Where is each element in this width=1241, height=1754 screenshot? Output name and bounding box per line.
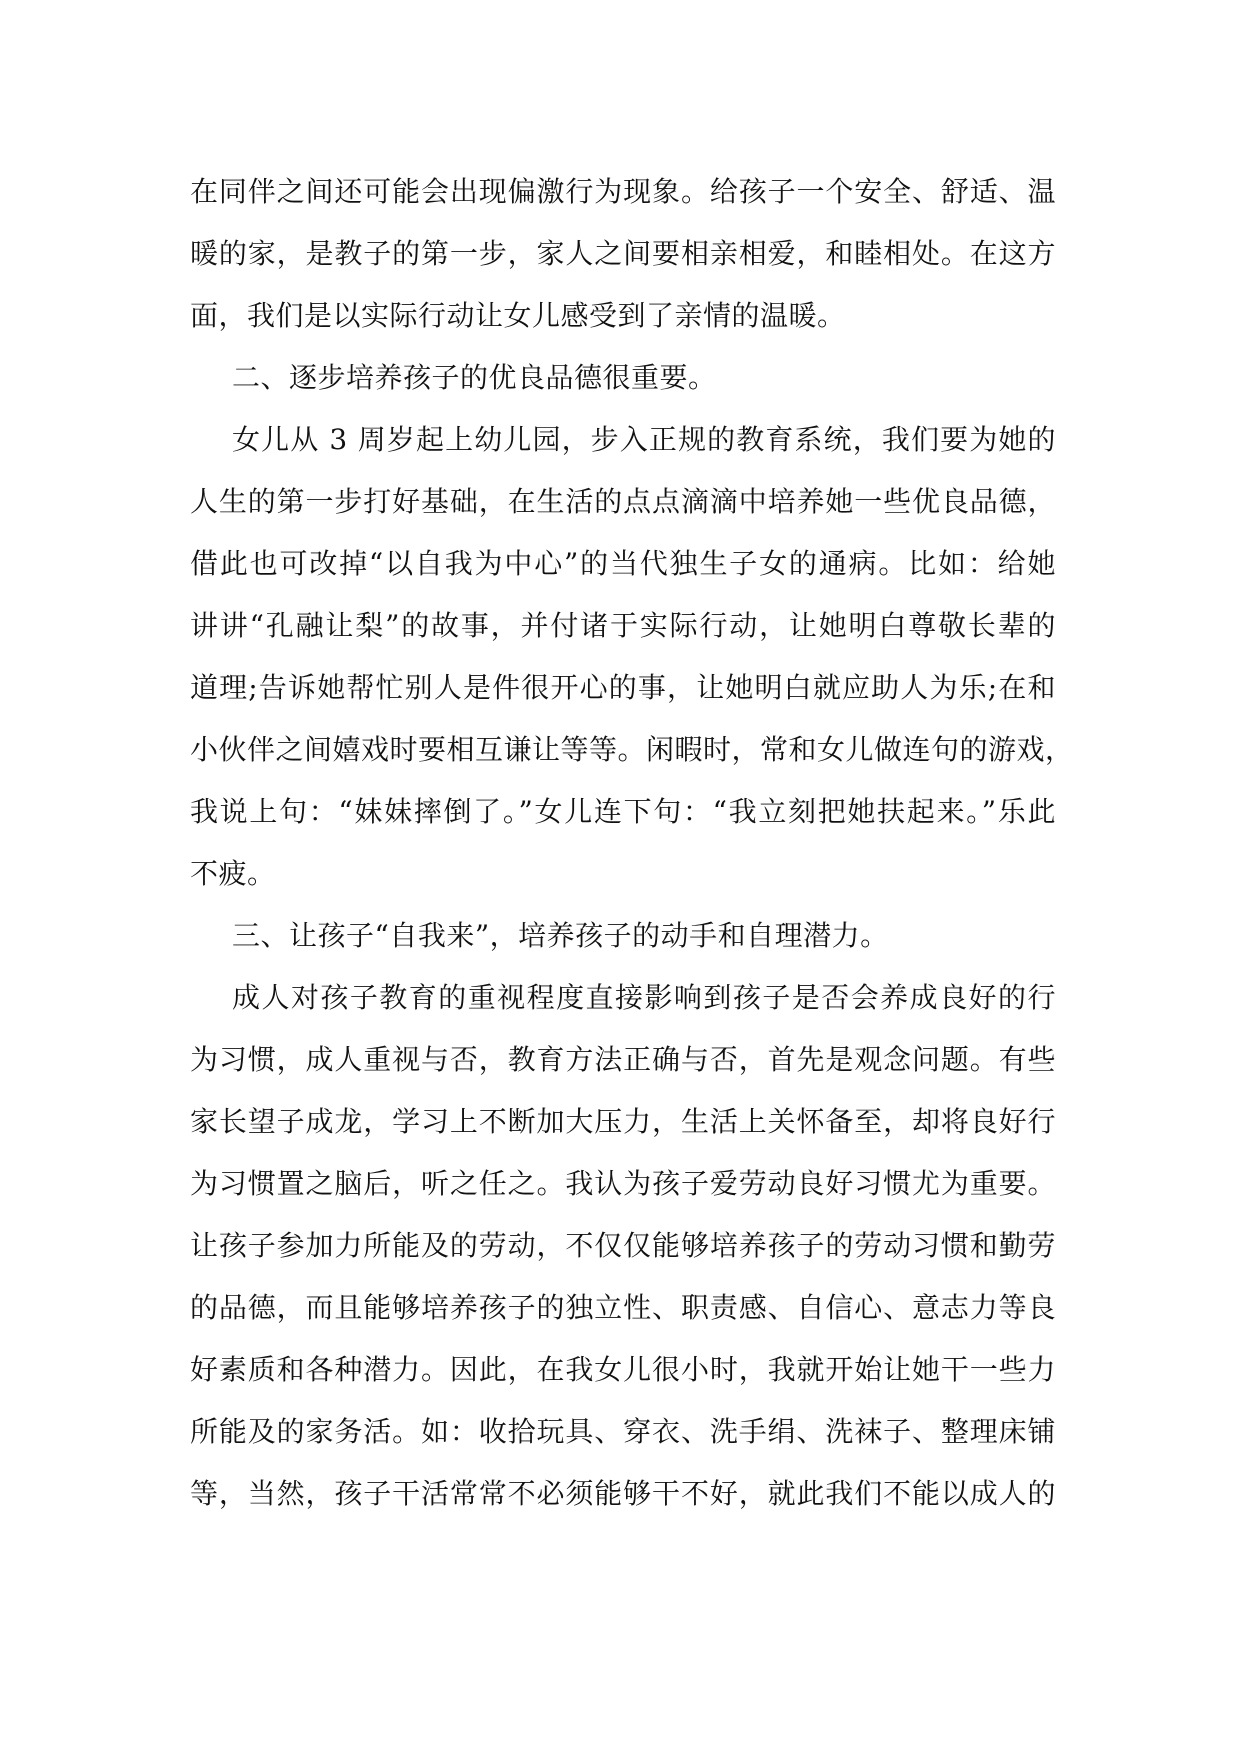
text-line: 为习惯，成人重视与否，教育方法正确与否，首先是观念问题。有些 — [190, 1043, 1056, 1076]
text-line: 我说上句：“妹妹摔倒了。”女儿连下句：“我立刻把她扶起来。”乐此 — [190, 795, 1056, 828]
document-body — [190, 161, 1074, 1525]
text-line: 小伙伴之间嬉戏时要相互谦让等等。闲暇时，常和女儿做连句的游戏， — [190, 733, 1074, 766]
text-line: 好素质和各种潜力。因此，在我女儿很小时，我就开始让她干一些力 — [190, 1353, 1056, 1386]
text-line: 借此也可改掉“以自我为中心”的当代独生子女的通病。比如：给她 — [190, 547, 1056, 580]
text-line: 所能及的家务活。如：收拾玩具、穿衣、洗手绢、洗袜子、整理床铺 — [190, 1415, 1056, 1448]
text-line: 女儿从 3 周岁起上幼儿园，步入正规的教育系统，我们要为她的 — [232, 423, 1056, 456]
text-line: 人生的第一步打好基础，在生活的点点滴滴中培养她一些优良品德， — [190, 485, 1056, 518]
text-line: 成人对孩子教育的重视程度直接影响到孩子是否会养成良好的行 — [232, 981, 1056, 1014]
text-line: 家长望子成龙，学习上不断加大压力，生活上关怀备至，却将良好行 — [190, 1105, 1056, 1138]
text-line: 让孩子参加力所能及的劳动，不仅仅能够培养孩子的劳动习惯和勤劳 — [190, 1229, 1056, 1262]
text-line: 暖的家，是教子的第一步，家人之间要相亲相爱，和睦相处。在这方 — [190, 237, 1056, 270]
text-line: 讲讲“孔融让梨”的故事，并付诸于实际行动，让她明白尊敬长辈的 — [190, 609, 1056, 642]
text-line: 二、逐步培养孩子的优良品德很重要。 — [232, 361, 717, 394]
text-line: 三、让孩子“自我来”，培养孩子的动手和自理潜力。 — [232, 919, 889, 952]
text-line: 为习惯置之脑后，听之任之。我认为孩子爱劳动良好习惯尤为重要。 — [190, 1167, 1056, 1200]
text-line: 面，我们是以实际行动让女儿感受到了亲情的温暖。 — [190, 299, 846, 332]
text-line: 在同伴之间还可能会出现偏激行为现象。给孩子一个安全、舒适、温 — [190, 175, 1056, 208]
text-line: 的品德，而且能够培养孩子的独立性、职责感、自信心、意志力等良 — [190, 1291, 1056, 1324]
text-line: 道理;告诉她帮忙别人是件很开心的事，让她明白就应助人为乐;在和 — [190, 671, 1056, 704]
text-line: 不疲。 — [190, 857, 276, 890]
text-line: 等，当然，孩子干活常常不必须能够干不好，就此我们不能以成人的 — [190, 1477, 1056, 1510]
